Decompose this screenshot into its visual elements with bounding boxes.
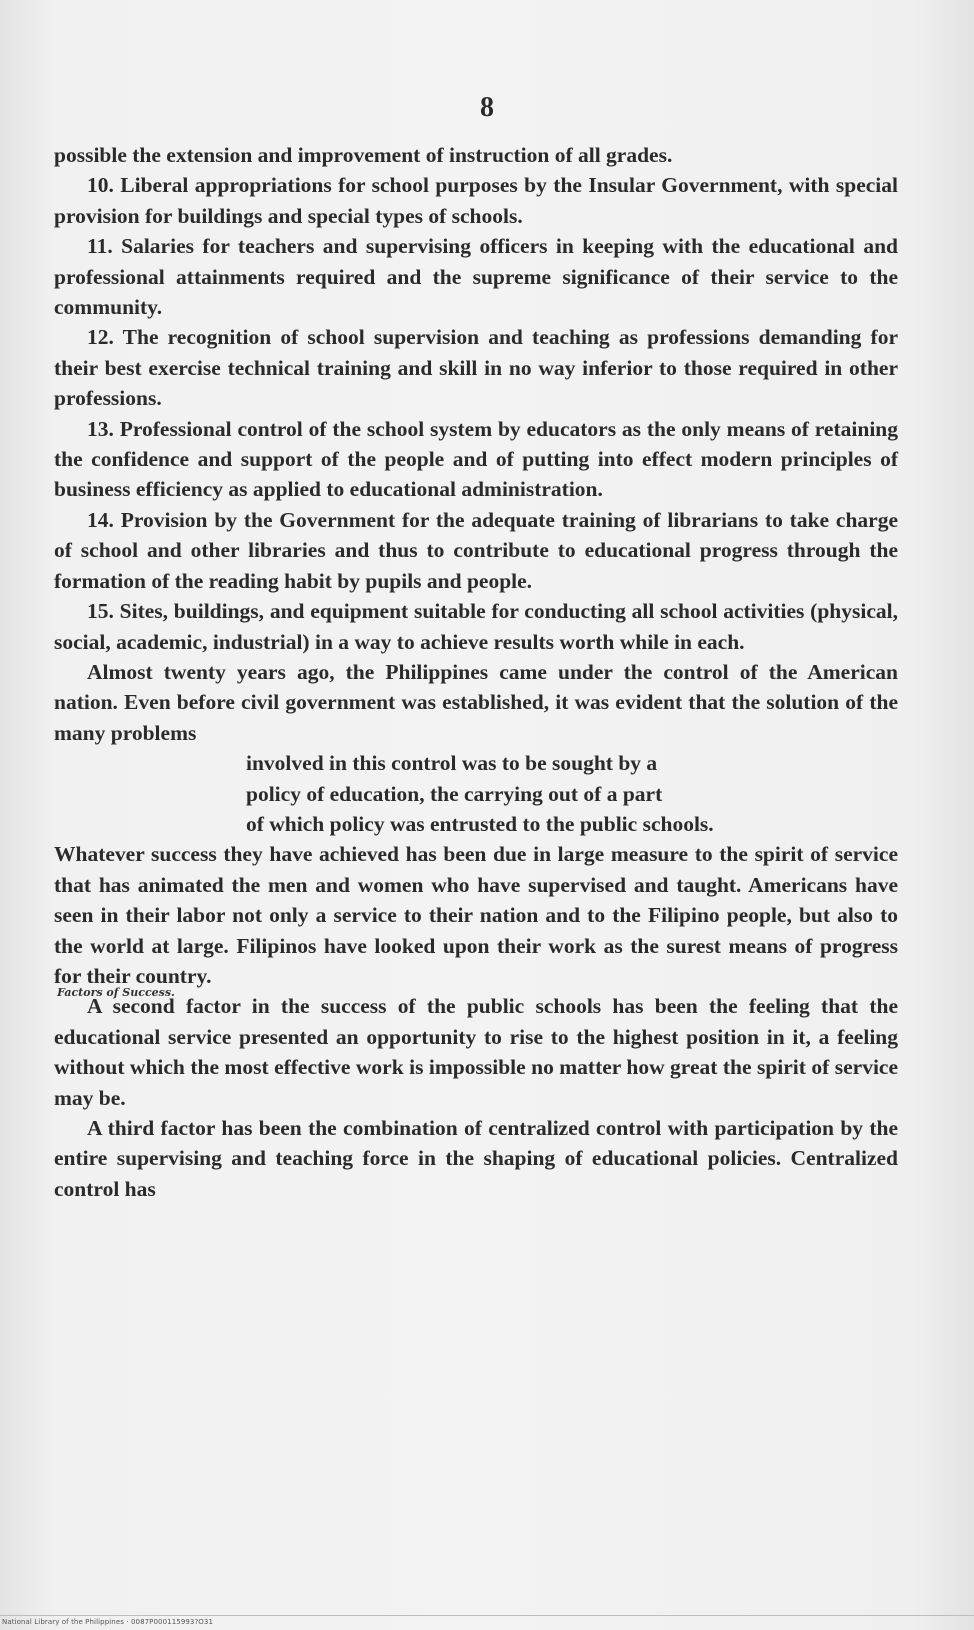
- bottom-rule: [0, 1615, 974, 1616]
- body-text: [54, 140, 898, 1204]
- paragraph-factors-lead: Almost twenty years ago, the Philippines came under the control of the American nation. Even before civil government was established, it was evident that the solution of the many problems: [54, 659, 898, 745]
- page-number: 8: [480, 92, 494, 123]
- paragraph-second-factor: A second factor in the success of the public schools has been the feeling that the educational service presented an opportunity to rise to the highest position in it, a feeling without which the most effective work is impossible no matter how great the spirit of service may be.: [54, 994, 898, 1110]
- paragraph-factors-hanging-line: policy of education, the carrying out of a part: [246, 781, 663, 806]
- paragraph-item-10: 10. Liberal appropriations for school purposes by the Insular Government, with special provision for buildings and special types of schools.: [54, 173, 898, 228]
- paragraph-third-factor: A third factor has been the combination of centralized control with participation by the entire supervising and teaching force in the shaping of educational policies. Centralized control has: [54, 1116, 898, 1201]
- paragraph-factors-hanging-line: involved in this control was to be sought by a: [246, 751, 658, 776]
- paragraph-item-12: 12. The recognition of school supervision and teaching as professions demanding for their best exercise technical training and skill in no way inferior to those required in other professions.: [54, 325, 898, 411]
- paragraph-item-15: 15. Sites, buildings, and equipment suitable for conducting all school activities (physical, social, academic, industrial) in a way to achieve results worth while in each.: [54, 599, 898, 654]
- paragraph-item-13: 13. Professional control of the school system by educators as the only means of retaining the confidence and support of the people and of putting into effect modern principles of business efficiency as applied to educational administration.: [54, 416, 898, 502]
- paragraph-continuation: possible the extension and improvement of instruction of all grades.: [54, 143, 673, 167]
- paragraph-factors-hanging-line: of which policy was entrusted to the public schools.: [246, 811, 714, 836]
- margin-note: Factors of Success.: [57, 986, 175, 999]
- paragraph-item-11: 11. Salaries for teachers and supervising officers in keeping with the educational and professional attainments required and the supreme significance of their service to the community.: [54, 234, 898, 320]
- paragraph-item-14: 14. Provision by the Government for the adequate training of librarians to take charge of school and other libraries and thus to contribute to educational progress through the formation of the reading habit by pupils and people.: [54, 507, 898, 593]
- footer-watermark: National Library of the Philippines · 0087P000115993?O31: [2, 1618, 214, 1626]
- paragraph-factors-tail: Whatever success they have achieved has been due in large measure to the spirit of service that has animated the men and women who have supervised and taught. Americans have seen in their labor not only a service to their nation and to the Filipino people, but also to the world at large. Filipinos have looked upon their work as the surest means of progress for their country.: [54, 842, 898, 988]
